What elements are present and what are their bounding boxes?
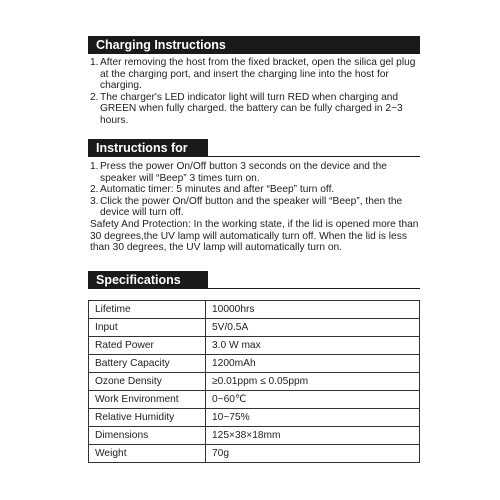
table-row <box>89 319 420 337</box>
charging-step-1-text: After removing the host from the fixed bracket, open the silica gel plug at the charging port, and insert the charging line into the host for charging. <box>100 57 416 92</box>
charging-instructions-list <box>88 57 420 127</box>
instruction-step-3: 3. Click the power On/Off button and the speaker will “Beep”, then the device will turn off. <box>90 195 403 219</box>
instruction-step-1: 1. Press the power On/Off button 3 seconds on the device and the speaker will “Beep” 3 times turn on. <box>90 161 387 184</box>
spec-label-weight: Weight <box>89 445 206 463</box>
spec-label-dimensions: Dimensions <box>89 427 206 445</box>
instruction-step-2-text: Automatic timer: 5 minutes and after “Beep” turn off. <box>100 184 335 196</box>
spec-label-battery-capacity: Battery Capacity <box>89 355 206 373</box>
table-row <box>89 337 420 355</box>
charging-step-2: 2. The charger's LED indicator light will turn RED when charging and GREEN when fully charged. the battery can be fully charged in 2~3 hours. <box>90 91 403 126</box>
instruction-step-1-text: Press the power On/Off button 3 seconds on the device and the speaker will “Beep” 3 times turn on. <box>100 161 387 184</box>
spec-value-ozone-density: ≥0.01ppm ≤ 0.05ppm <box>206 373 420 391</box>
charging-instructions-heading: Charging Instructions <box>88 36 420 54</box>
spec-value-dimensions: 125×38×18mm <box>206 427 420 445</box>
spec-label-lifetime: Lifetime <box>89 301 206 319</box>
charging-step-2-text: The charger's LED indicator light will turn RED when charging and GREEN when fully charged. the battery can be fully charged in 2~3 hours. <box>100 91 403 126</box>
spec-value-lifetime: 10000hrs <box>206 301 420 319</box>
spec-label-ozone-density: Ozone Density <box>89 373 206 391</box>
spec-value-work-environment: 0~60℃ <box>206 391 420 409</box>
spec-value-weight: 70g <box>206 445 420 463</box>
spec-label-relative-humidity: Relative Humidity <box>89 409 206 427</box>
specifications-divider <box>88 288 420 289</box>
spec-label-rated-power: Rated Power <box>89 337 206 355</box>
table-row <box>89 301 420 319</box>
specifications-table <box>88 300 420 463</box>
specifications-heading: Specifications <box>88 271 208 289</box>
instruction-sheet <box>88 0 420 500</box>
instructions-divider <box>88 156 420 157</box>
safety-and-protection-text: Safety And Protection: In the working state, if the lid is opened more than 30 degrees,the UV lamp will automatically turn off. When the lid is less than 30 degrees, the UV lamp will automatically turn on. <box>90 218 419 254</box>
instructions-list <box>88 161 420 254</box>
instruction-step-2: 2. Automatic timer: 5 minutes and after “Beep” turn off. <box>90 184 335 196</box>
table-row <box>89 391 420 409</box>
spec-value-battery-capacity: 1200mAh <box>206 355 420 373</box>
spec-label-work-environment: Work Environment <box>89 391 206 409</box>
spec-value-rated-power: 3.0 W max <box>206 337 420 355</box>
instruction-step-3-text: Click the power On/Off button and the speaker will “Beep”, then the device will turn off. <box>100 195 403 219</box>
table-row <box>89 427 420 445</box>
table-row <box>89 355 420 373</box>
table-row <box>89 373 420 391</box>
charging-step-1: 1. After removing the host from the fixed bracket, open the silica gel plug at the charging port, and insert the charging line into the host for charging. <box>90 57 416 92</box>
table-row <box>89 409 420 427</box>
table-row <box>89 445 420 463</box>
instructions-heading: Instructions for <box>88 139 208 157</box>
spec-value-relative-humidity: 10~75% <box>206 409 420 427</box>
spec-label-input: Input <box>89 319 206 337</box>
spec-value-input: 5V/0.5A <box>206 319 420 337</box>
